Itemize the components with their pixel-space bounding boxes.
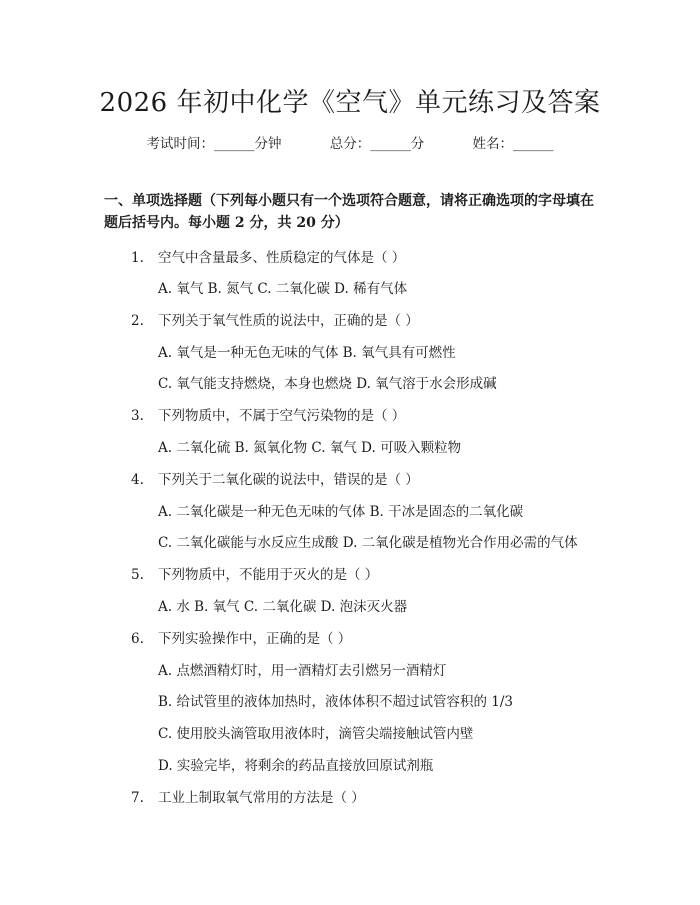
question-text: 空气中含量最多、性质稳定的气体是（ ） (158, 250, 406, 266)
total-score-field: 总分：______分 (329, 136, 425, 152)
question-6-option-d: D. 实验完毕，将剩余的药品直接放回原试剂瓶 (158, 758, 434, 774)
question-5-options-line-1: A. 水 B. 氧气 C. 二氧化碳 D. 泡沫灭火器 (158, 599, 408, 615)
question-number: 3. (131, 408, 144, 424)
question-6 (131, 627, 351, 647)
question-4-options-line-1: A. 二氧化碳是一种无色无味的气体 B. 干冰是固态的二氧化碳 (158, 504, 524, 520)
question-3-options-line-1: A. 二氧化硫 B. 氮氧化物 C. 氧气 D. 可吸入颗粒物 (158, 440, 462, 456)
question-text: 工业上制取氧气常用的方法是（ ） (158, 790, 365, 806)
question-text: 下列实验操作中，正确的是（ ） (158, 631, 352, 647)
question-2-options-line-2: C. 氧气能支持燃烧，本身也燃烧 D. 氧气溶于水会形成碱 (158, 376, 497, 392)
question-4-options-line-2: C. 二氧化碳能与水反应生成酸 D. 二氧化碳是植物光合作用必需的气体 (158, 535, 578, 551)
question-1 (131, 246, 405, 266)
exam-title: 2026 年初中化学《空气》单元练习及答案 (99, 88, 601, 118)
question-6-option-a: A. 点燃酒精灯时，用一酒精灯去引燃另一酒精灯 (158, 663, 447, 679)
question-text: 下列物质中，不属于空气污染物的是（ ） (158, 408, 406, 424)
section-heading-single-choice: 一、单项选择题（下列每小题只有一个选项符合题意，请将正确选项的字母填在题后括号内。每小题 2 分，共 20 分） (104, 193, 594, 231)
question-2-options-line-1: A. 氧气是一种无色无味的气体 B. 氧气具有可燃性 (158, 345, 456, 361)
question-4 (131, 468, 419, 488)
student-name-field: 姓名：______ (472, 136, 554, 152)
question-3 (131, 404, 405, 424)
question-1-options-line-1: A. 氧气 B. 氮气 C. 二氧化碳 D. 稀有气体 (158, 281, 408, 297)
question-text: 下列关于氧气性质的说法中，正确的是（ ） (158, 313, 419, 329)
question-number: 4. (131, 472, 144, 488)
question-number: 7. (131, 790, 144, 806)
question-text: 下列物质中，不能用于灭火的是（ ） (158, 567, 379, 583)
question-number: 6. (131, 631, 144, 647)
question-number: 2. (131, 313, 144, 329)
question-5 (131, 563, 378, 583)
question-6-option-b: B. 给试管里的液体加热时，液体体积不超过试管容积的 1/3 (158, 694, 514, 710)
question-2 (131, 309, 419, 329)
question-text: 下列关于二氧化碳的说法中，错误的是（ ） (158, 472, 419, 488)
question-7 (131, 786, 365, 806)
question-number: 5. (131, 567, 144, 583)
exam-time-field: 考试时间：______分钟 (146, 136, 282, 152)
question-number: 1. (131, 250, 144, 266)
question-6-option-c: C. 使用胶头滴管取用液体时，滴管尖端接触试管内壁 (158, 726, 474, 742)
exam-meta (0, 132, 700, 152)
